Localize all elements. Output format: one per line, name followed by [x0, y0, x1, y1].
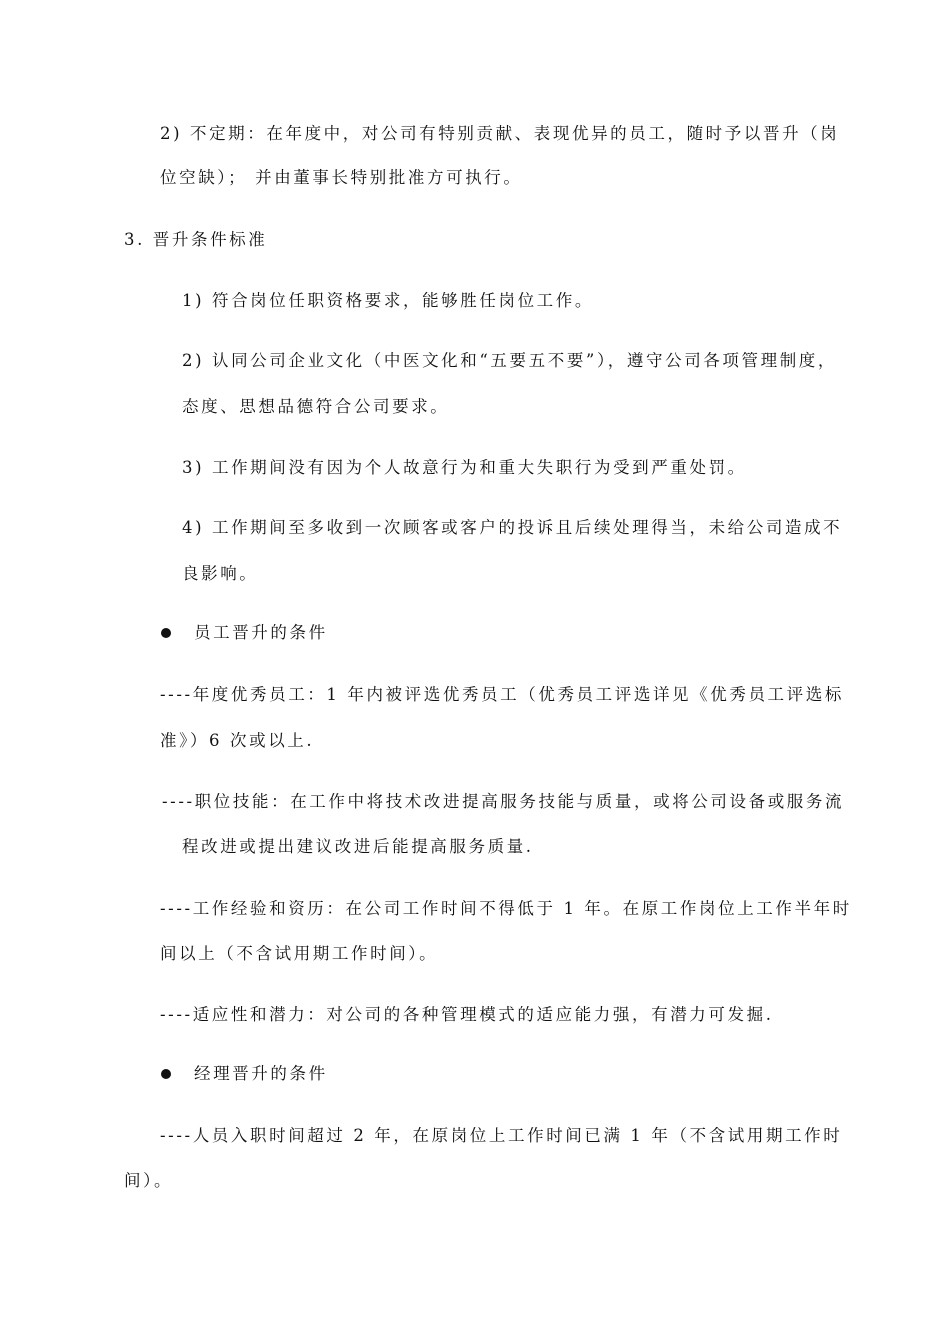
list-item: 3) 工作期间没有因为个人故意行为和重大失职行为受到严重处罚。	[182, 458, 747, 477]
list-item: 2) 认同公司企业文化（中医文化和“五要五不要”），遵守公司各项管理制度，	[182, 351, 838, 370]
bullet-icon	[161, 1069, 171, 1079]
paragraph-line: 间）。	[124, 1171, 174, 1190]
subsection-heading: 员工晋升的条件	[194, 623, 328, 642]
section-heading: 3. 晋升条件标准	[124, 230, 268, 249]
list-item: 1) 符合岗位任职资格要求，能够胜任岗位工作。	[182, 291, 594, 310]
paragraph-line: 位空缺）； 并由董事长特别批准方可执行。	[160, 168, 523, 187]
paragraph-line: 程改进或提出建议改进后能提高服务质量.	[182, 837, 534, 856]
paragraph-line: 准》）6 次或以上.	[160, 731, 315, 750]
list-item: 4) 工作期间至多收到一次顾客或客户的投诉且后续处理得当，未给公司造成不	[182, 518, 843, 537]
subsection-heading: 经理晋升的条件	[194, 1064, 328, 1083]
paragraph-line: ----年度优秀员工：1 年内被评选优秀员工（优秀员工评选详见《优秀员工评选标	[160, 685, 844, 704]
paragraph-line: ----职位技能：在工作中将技术改进提高服务技能与质量，或将公司设备或服务流	[162, 792, 845, 811]
list-item-continuation: 良影响。	[182, 564, 259, 583]
paragraph-line: ----人员入职时间超过 2 年，在原岗位上工作时间已满 1 年（不含试用期工作时	[160, 1126, 843, 1145]
paragraph-line: ----工作经验和资历：在公司工作时间不得低于 1 年。在原工作岗位上工作半年时	[160, 899, 852, 918]
list-item-continuation: 态度、思想品德符合公司要求。	[182, 397, 450, 416]
paragraph-line: 间以上（不含试用期工作时间）。	[160, 944, 439, 963]
paragraph-line: 2) 不定期：在年度中，对公司有特别贡献、表现优异的员工，随时予以晋升（岗	[160, 124, 840, 143]
bullet-icon	[161, 628, 171, 638]
paragraph-line: ----适应性和潜力：对公司的各种管理模式的适应能力强，有潜力可发掘.	[160, 1005, 774, 1024]
